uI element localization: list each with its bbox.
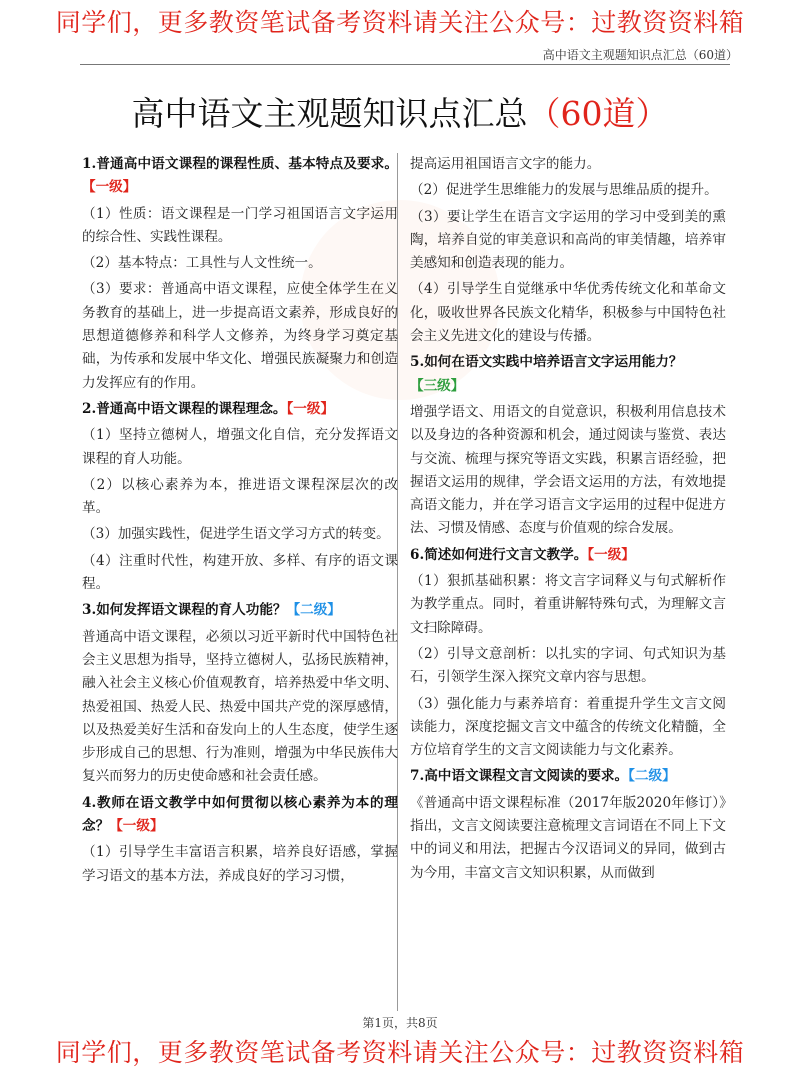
question-text: 5.如何在语文实践中培养语言文字运用能力？ — [410, 354, 683, 371]
title-main: 高中语文主观题知识点汇总 — [131, 94, 528, 133]
question-1 — [82, 153, 398, 200]
left-column — [82, 153, 398, 891]
answer-item: （3）加强实践性，促进学生语文学习方式的转变。 — [82, 526, 390, 543]
answer-item: （3）强化能力与素养培育：着重提升学生文言文阅读能力，深度挖掘文言文中蕴含的传统文化精髓，全方位培育学生的文言文阅读能力与文化素养。 — [410, 695, 726, 759]
question-text: 1.普通高中语文课程的课程性质、基本特点及要求。 — [82, 156, 398, 172]
answer-body: 增强学语文、用语文的自觉意识，积极利用信息技术以及身边的各种资源和机会，通过阅读与鉴赏、表达与交流、梳理与探究等语文实践，积累言语经验，把握语文运用的规律，学会语文运用的方法，有效地提高语文能力，并在学习语言文字运用的过程中促进方法、习惯及情感、态度与价值观的综合发展。 — [410, 403, 726, 537]
answer-item: （1）坚持立德树人，增强文化自信，充分发挥语文课程的育人功能。 — [82, 427, 398, 467]
question-6 — [410, 544, 726, 567]
level-tag: 【一级】 — [109, 818, 164, 835]
level-tag: 【一级】 — [82, 179, 137, 196]
question-3 — [82, 599, 398, 622]
question-4 — [82, 792, 398, 839]
question-7 — [410, 765, 726, 788]
page-number: 第1页，共8页 — [362, 1016, 438, 1030]
title-accent: （60道） — [527, 94, 669, 133]
level-tag: 【二级】 — [628, 768, 676, 785]
question-text: 6.简述如何进行文言文教学。 — [410, 546, 588, 563]
answer-item: （1）狠抓基础积累：将文言字词释义与句式解析作为教学重点。同时，着重讲解特殊句式，为理解文言文扫除障碍。 — [410, 573, 726, 636]
question-5 — [410, 351, 726, 398]
question-text: 4.教师在语文教学中如何贯彻以核心素养为本的理念？ — [82, 794, 398, 835]
right-column — [410, 153, 726, 888]
level-tag: 【三级】 — [410, 377, 465, 394]
level-tag: 【一级】 — [587, 546, 635, 563]
answer-item: （3）要让学生在语言文字运用的学习中受到美的熏陶，培养自觉的审美意识和高尚的审美情趣，培养审美感知和创造表现的能力。 — [410, 208, 726, 272]
level-tag: 【一级】 — [286, 400, 335, 417]
page-title — [0, 93, 800, 135]
bottom-promo-banner: 同学们，更多教资笔试备考资料请关注公众号：过教资资料箱 — [55, 1038, 745, 1067]
answer-item: （4）引导学生自觉继承中华优秀传统文化和革命文化，吸收世界各民族文化精华，积极参与中国特色社会主义先进文化的建设与传播。 — [410, 281, 726, 345]
answer-item: （2）引导文意剖析：以扎实的字词、句式知识为基石，引领学生深入探究文章内容与思想。 — [410, 645, 726, 686]
answer-item: （1）性质：语文课程是一门学习祖国语言文字运用的综合性、实践性课程。 — [82, 205, 398, 245]
answer-item: （4）注重时代性，构建开放、多样、有序的语文课程。 — [82, 552, 398, 593]
answer-body: 普通高中语文课程，必须以习近平新时代中国特色社会主义思想为指导，坚持立德树人，弘扬民族精神，融入社会主义核心价值观教育，培养热爱中华文明、热爱祖国、热爱人民、热爱中国共产党的深厚感情，以及热爱美好生活和奋发向上的人生态度，使学生逐步形成自己的思想、行为准则，增强为中华民族伟大复兴而努力的历史使命感和社会责任感。 — [82, 628, 398, 785]
question-text: 3.如何发挥语文课程的育人功能？ — [82, 602, 287, 619]
header-rule — [80, 64, 730, 65]
question-text: 2.普通高中语文课程的课程理念。 — [82, 400, 287, 417]
top-promo-banner: 同学们，更多教资笔试备考资料请关注公众号：过教资资料箱 — [55, 8, 745, 37]
answer-body: 《普通高中语文课程标准（2017年版2020年修订）》指出，文言文阅读要注意梳理文言词语在不同上下文中的词义和用法，把握古今汉语词义的异同，做到古为今用，丰富文言文知识积累，从而做到 — [410, 794, 726, 881]
level-tag: 【二级】 — [286, 602, 341, 619]
question-text: 7.高中语文课程文言文阅读的要求。 — [410, 768, 629, 785]
answer-item: （2）基本特点：工具性与人文性统一。 — [82, 255, 322, 272]
question-2 — [82, 398, 398, 421]
answer-item: （3）要求：普通高中语文课程，应使全体学生在义务教育的基础上，进一步提高语文素养，形成良好的思想道德修养和科学人文修养，为终身学习奠定基础，为传承和发展中华文化、增强民族凝聚力和创造力发挥应有的作用。 — [82, 281, 398, 391]
running-head: 高中语文主观题知识点汇总（60道） — [542, 48, 738, 62]
answer-item: （2）以核心素养为本，推进语文课程深层次的改革。 — [82, 476, 398, 517]
answer-item: 提高运用祖国语言文字的能力。 — [410, 156, 601, 172]
answer-item: （1）引导学生丰富语言积累，培养良好语感，掌握学习语文的基本方法，养成良好的学习习惯， — [82, 844, 398, 884]
answer-item: （2）促进学生思维能力的发展与思维品质的提升。 — [410, 182, 718, 199]
